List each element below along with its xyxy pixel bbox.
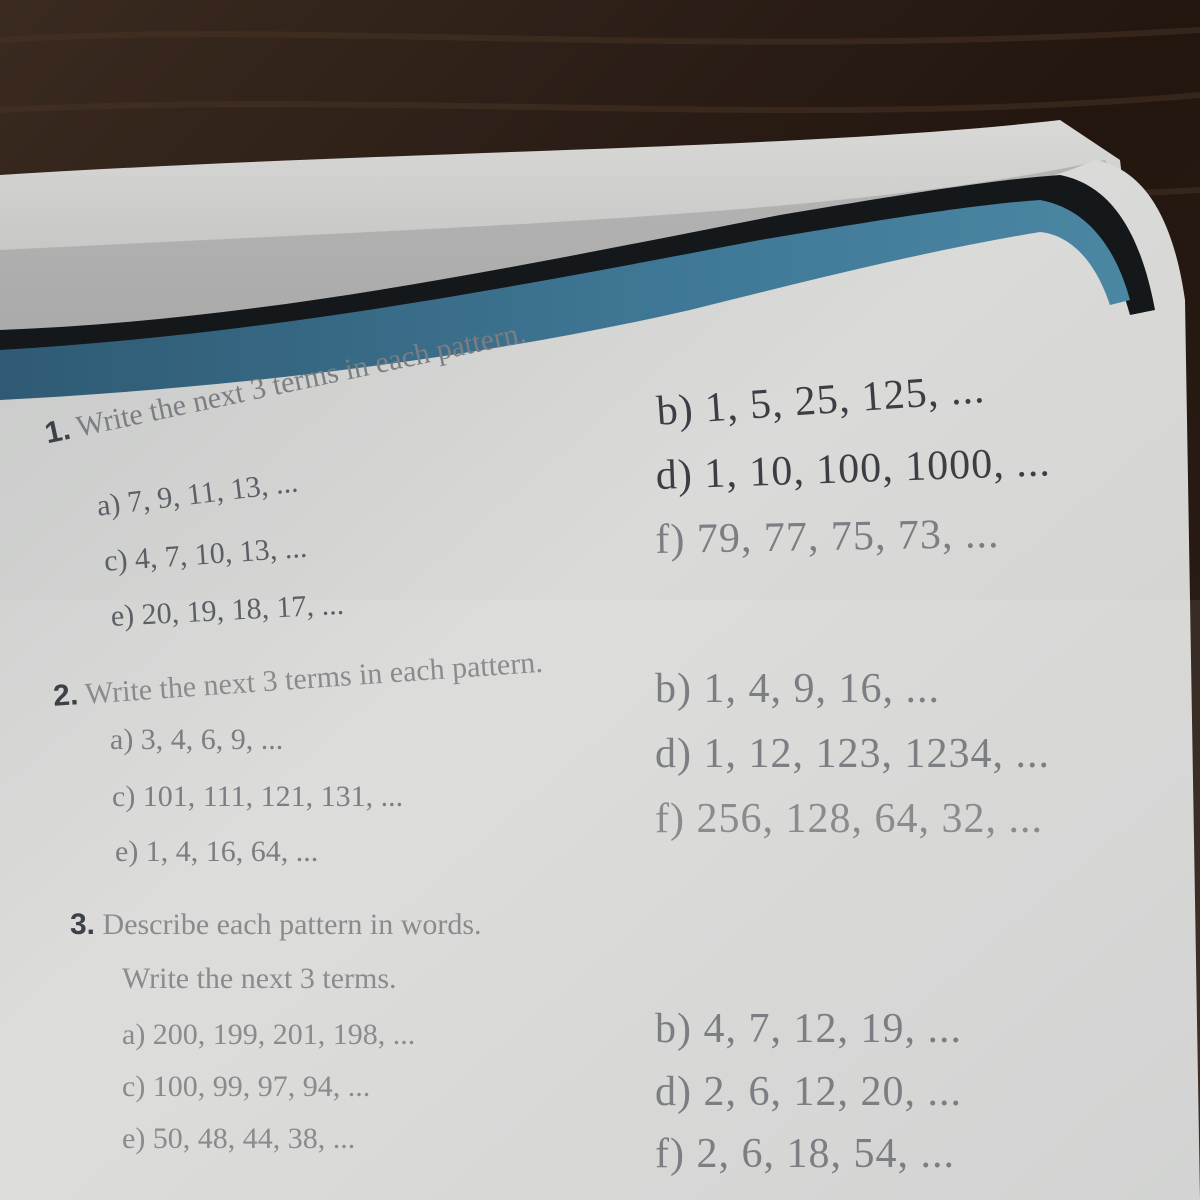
q3-number: 3. — [70, 908, 96, 941]
q2-item-d: d) 1, 12, 123, 1234, ... — [655, 731, 1050, 777]
q2-number: 2. — [52, 678, 80, 713]
q2-item-c: c) 101, 111, 121, 131, ... — [112, 780, 404, 813]
q3-prompt-line1: Describe each pattern in words. — [102, 908, 482, 941]
q1-item-e: e) 20, 19, 18, 17, ... — [110, 587, 345, 633]
q3-prompt — [70, 908, 482, 942]
q1-number: 1. — [42, 412, 74, 451]
q3-item-d: d) 2, 6, 12, 20, ... — [655, 1069, 962, 1115]
q1-item-a: a) 7, 9, 11, 13, ... — [95, 465, 300, 523]
q3-item-a: a) 200, 199, 201, 198, ... — [122, 1018, 416, 1051]
q1-item-b: b) 1, 5, 25, 125, ... — [655, 366, 987, 435]
q1-prompt-text: Write the next 3 terms in each pattern. — [73, 315, 529, 444]
q2-item-b: b) 1, 4, 9, 16, ... — [655, 666, 940, 712]
q2-item-a: a) 3, 4, 6, 9, ... — [110, 723, 284, 756]
q2-item-f: f) 256, 128, 64, 32, ... — [655, 796, 1043, 842]
q1-item-f: f) 79, 77, 75, 73, ... — [655, 510, 1000, 563]
q1-item-c: c) 4, 7, 10, 13, ... — [103, 530, 309, 578]
q2-item-e: e) 1, 4, 16, 64, ... — [115, 835, 319, 868]
q3-item-f: f) 2, 6, 18, 54, ... — [655, 1131, 955, 1177]
q2-prompt-text: Write the next 3 terms in each pattern. — [83, 645, 544, 711]
q3-item-b: b) 4, 7, 12, 19, ... — [655, 1006, 962, 1052]
q2-prompt — [52, 646, 544, 714]
q1-prompt — [42, 316, 529, 451]
q3-item-c: c) 100, 99, 97, 94, ... — [122, 1070, 371, 1103]
q3-item-e: e) 50, 48, 44, 38, ... — [122, 1122, 356, 1155]
q1-item-d: d) 1, 10, 100, 1000, ... — [655, 439, 1052, 499]
q3-prompt-line2: Write the next 3 terms. — [122, 962, 397, 995]
